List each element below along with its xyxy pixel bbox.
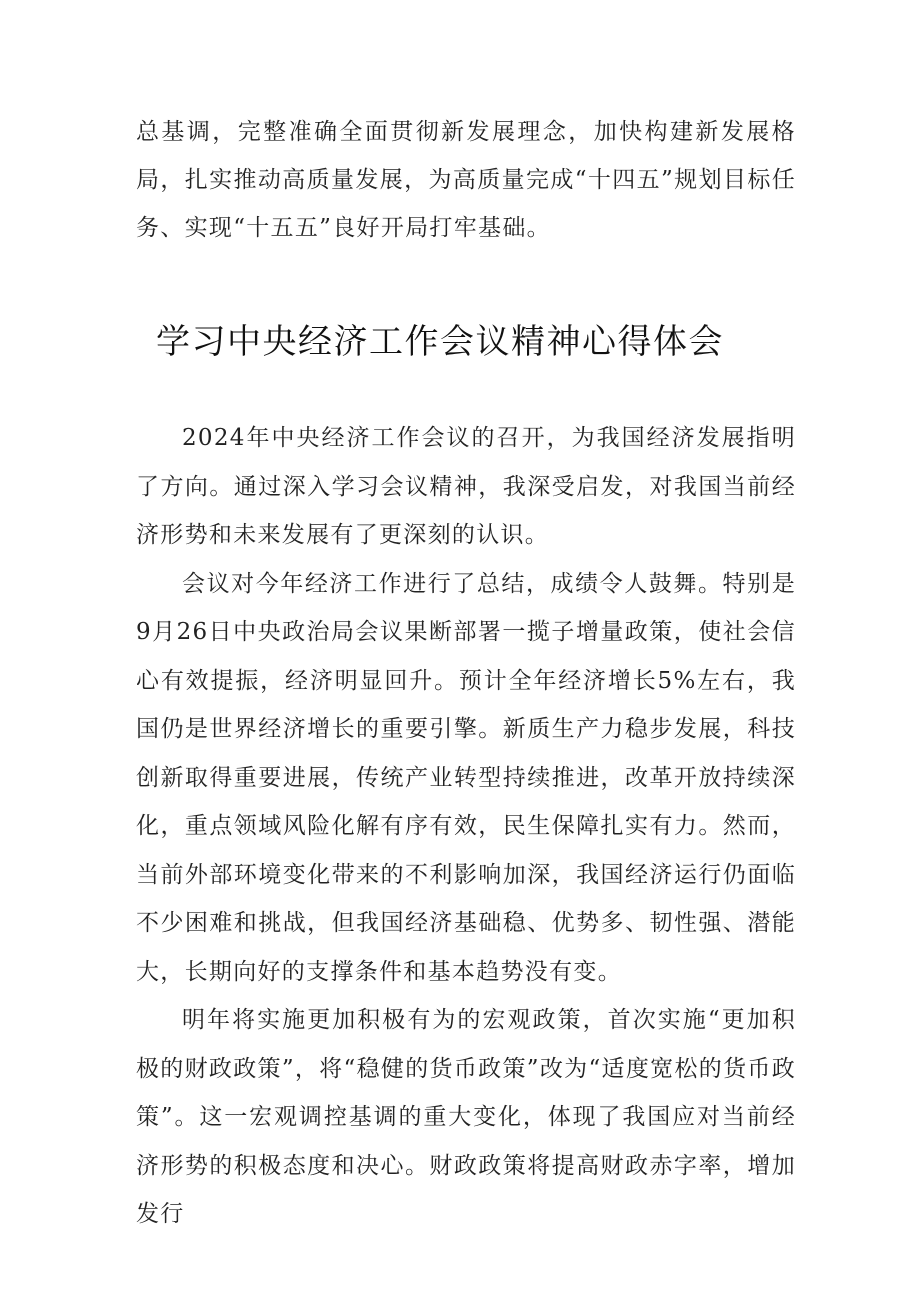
paragraph-1: 2024年中央经济工作会议的召开，为我国经济发展指明了方向。通过深入学习会议精神，我深受启发，对我国当前经济形势和未来发展有了更深刻的认识。 — [136, 425, 796, 548]
page-title: 学习中央经济工作会议精神心得体会 — [156, 322, 724, 362]
paragraph-2: 会议对今年经济工作进行了总结，成绩令人鼓舞。特别是9月26日中央政治局会议果断部署一揽子增量政策，使社会信心有效提振，经济明显回升。预计全年经济增长5%左右，我国仍是世界经济增长的重要引擎。新质生产力稳步发展，科技创新取得重要进展，传统产业转型持续推进，改革开放持续深化，重点领域风险化解有序有效，民生保障扎实有力。然而，当前外部环境变化带来的不利影响加深，我国经济运行仍面临不少困难和挑战，但我国经济基础稳、优势多、韧性强、潜能大，长期向好的支撑条件和基本趋势没有变。 — [136, 570, 796, 985]
paragraph-3: 明年将实施更加积极有为的宏观政策，首次实施“更加积极的财政政策”，将“稳健的货币政策”改为“适度宽松的货币政策”。这一宏观调控基调的重大变化，体现了我国应对当前经济形势的积极态度和决心。财政政策将提高财政赤字率，增加发行 — [136, 1007, 796, 1227]
article-body — [136, 414, 796, 1239]
carryover-paragraph: 总基调，完整准确全面贯彻新发展理念，加快构建新发展格局，扎实推动高质量发展，为高质量完成“十四五”规划目标任务、实现“十五五”良好开局打牢基础。 — [136, 119, 796, 241]
